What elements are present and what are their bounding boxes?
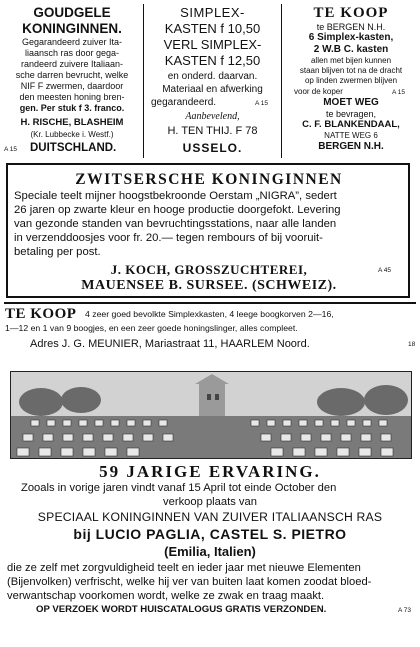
ad4-address: MAUENSEE B. SURSEE. (SCHWEIZ). (81, 278, 337, 293)
ad4-line: in verzenddoosjes voor fr. 20.— tegen rembours of bij vooruit- (14, 232, 323, 244)
ad1-line: Gegarandeerd zuiver Ita- (21, 37, 123, 47)
ad1-place: (Kr. Lubbecke i. Westf.) (30, 130, 114, 139)
ad6-line: verkoop plaats van (163, 496, 257, 508)
ad1-line: liaansch ras door gega- (24, 48, 120, 58)
divider-horizontal (4, 302, 416, 304)
ad4-line: betaling per post. (14, 246, 101, 258)
ad2-place: USSELO. (182, 141, 243, 155)
ad6-title: 59 JARIGE ERVARING. (99, 462, 321, 481)
ad1-line: sche darren bevrucht, welke (15, 70, 129, 80)
apiary-illustration (11, 372, 411, 458)
ad6-code: A 73 (398, 607, 412, 614)
ad6-line: (Bijenvolken) verfrischt, welke hij ver van buiten laat komen zoodat bloed- (7, 576, 372, 588)
ad3-line: 6 Simplex-kasten, (308, 32, 394, 43)
ad1-country: DUITSCHLAND. (30, 142, 117, 154)
ad3-line: allen met bijen kunnen (310, 56, 392, 65)
ad4-line: 26 jaren op zwarte kleur en hooge productie doorgefokt. Levering (14, 204, 341, 216)
ad1-title2: KONINGINNEN. (22, 21, 122, 36)
ad1-title1: GOUDGELE (33, 5, 111, 20)
ad3-line: voor de koper (294, 87, 343, 96)
ad6-line: verwantschap voorkomen wordt, welke ze zwak en traag maakt. (7, 590, 325, 602)
ad5-address: Adres J. G. MEUNIER, Mariastraat 11, HAARLEM Noord. (30, 338, 310, 350)
ad3-head2: MOET WEG (323, 97, 379, 108)
ad3-line: op linden zwermen blijven (304, 76, 398, 85)
ad4-line: Speciale teelt mijner hoogstbekroonde Oerstam „NIGRA”, sedert (14, 190, 337, 202)
ad5-line2: 1—12 en 1 van 9 boogjes, en een zeer goede honingslinger, alles compleet. (5, 323, 298, 333)
ad2-line3: VERL SIMPLEX- (163, 37, 262, 52)
apiary-photo (10, 371, 412, 459)
ad4-line: van gezonde standen van bevruchtingsstations, naar alle landen (14, 218, 337, 230)
ad4-title: ZWITSERSCHE KONINGINNEN (75, 171, 343, 188)
ad3-line: 2 W.B C. kasten (313, 44, 389, 55)
ad1-code: A 15 (4, 146, 18, 153)
ad1-line: den meesten honing bren- (19, 92, 125, 102)
ad3-line: C. F. BLANKENDAAL, (302, 119, 400, 130)
ad3-line: BERGEN N.H. (318, 141, 384, 152)
ad4-name: J. KOCH, GROSSZUCHTEREI, (110, 262, 308, 277)
ad3-line: NATTE WEG 6 (324, 131, 378, 140)
ad2-line4: KASTEN f 12,50 (164, 53, 261, 68)
ad2-body: en onderd. daarvan. (167, 71, 258, 82)
ad1-line: NIF F zwermen, daardoor (20, 81, 124, 91)
ad5-head: TE KOOP (5, 306, 77, 322)
ad3-line: staan blijven tot na de dracht (299, 66, 403, 75)
ad5-code: 18 (408, 341, 416, 348)
ad6-footer: OP VERZOEK WORDT HUISCATALOGUS GRATIS VERZONDEN. (36, 604, 327, 615)
ad1-name: H. RISCHE, BLASHEIM (20, 117, 124, 128)
ad3-line: te bevragen, (325, 109, 377, 119)
ad3-line: te BERGEN N.H. (316, 22, 386, 32)
ad2-name: H. TEN THIJ. F 78 (167, 125, 258, 137)
ad5-line1: 4 zeer goed bevolkte Simplexkasten, 4 leege boogkorven 2—16, (85, 309, 334, 319)
divider-vertical-1 (143, 4, 144, 158)
ad2-body: Materiaal en afwerking (162, 84, 263, 95)
ad3-code: A 15 (392, 89, 406, 96)
ad1-line: randeerd zuivere Italiaan- (20, 59, 124, 69)
ad2-line2: KASTEN f 10,50 (164, 21, 261, 36)
ad3-head: TE KOOP (313, 5, 389, 21)
ad2-recommended: Aanbevelend, (185, 111, 240, 122)
ad6-name: bij LUCIO PAGLIA, CASTEL S. PIETRO (73, 526, 347, 542)
ad6-line: Zooals in vorige jaren vindt vanaf 15 April tot einde October den (21, 482, 337, 494)
ad6-place: (Emilia, Italien) (164, 544, 256, 559)
ad2-body: gegarandeerd. (151, 97, 217, 108)
ad2-code: A 15 (255, 100, 269, 107)
divider-vertical-2 (281, 4, 282, 158)
ad2-line1: SIMPLEX- (180, 5, 245, 20)
ad4-code: A 45 (378, 267, 392, 274)
ad1-line: gen. Per stuk f 3. franco. (19, 103, 125, 113)
ad6-line: die ze zelf met zorgvuldigheid teelt en ieder jaar met nieuwe Elementen (7, 562, 361, 574)
ad6-big: SPECIAAL KONINGINNEN VAN ZUIVER ITALIAANSCH RAS (37, 510, 383, 524)
